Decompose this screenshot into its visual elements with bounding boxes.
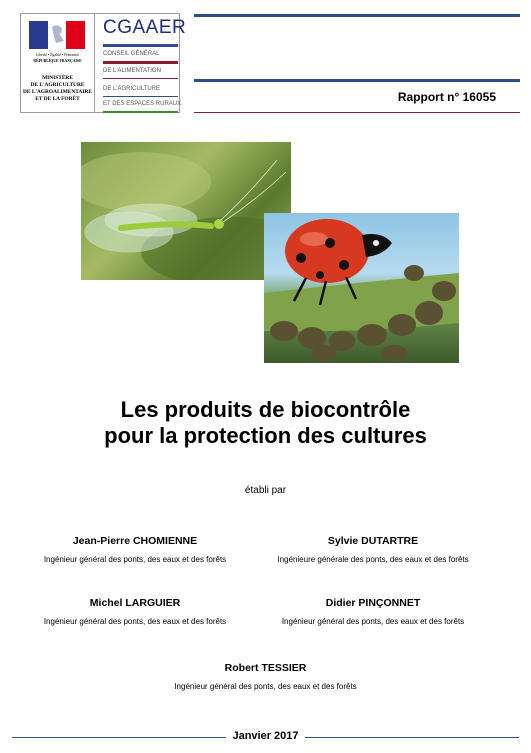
cgaaer-line: DE L'AGRICULTURE bbox=[103, 86, 161, 92]
title-line-1: Les produits de biocontrôle bbox=[120, 397, 411, 422]
author-block bbox=[10, 597, 260, 626]
lacewing-photo bbox=[81, 142, 291, 280]
header-mid-bar bbox=[194, 79, 520, 82]
established-by-label: établi par bbox=[244, 485, 287, 496]
cgaaer-line: CONSEIL GÉNÉRAL bbox=[103, 51, 160, 57]
document-title bbox=[0, 397, 531, 449]
ministry-line: ET DE LA FORÊT bbox=[35, 96, 80, 102]
cgaaer-bar-green bbox=[103, 111, 178, 113]
ladybug-photo bbox=[264, 213, 459, 363]
cgaaer-divider bbox=[103, 96, 178, 97]
author-name: Sylvie DUTARTRE bbox=[327, 535, 419, 547]
author-block bbox=[248, 597, 498, 626]
ministry-line: DE L'AGROALIMENTAIRE bbox=[23, 89, 92, 95]
report-date-text: Janvier 2017 bbox=[226, 730, 304, 742]
cgaaer-divider bbox=[103, 78, 178, 79]
ministry-name bbox=[22, 75, 93, 103]
author-block bbox=[248, 535, 498, 564]
marianne-logo-icon bbox=[29, 21, 85, 49]
republic-logo bbox=[20, 13, 95, 113]
author-role: Ingénieur général des ponts, des eaux et des forêts bbox=[281, 617, 465, 626]
ministry-line: MINISTÈRE bbox=[42, 75, 73, 81]
republic-motto: Liberté • Égalité • Fraternité bbox=[36, 53, 79, 57]
author-name: Michel LARGUIER bbox=[89, 597, 181, 609]
author-role: Ingénieur général des ponts, des eaux et des forêts bbox=[43, 555, 227, 564]
title-line-2: pour la protection des cultures bbox=[104, 423, 427, 448]
author-name: Robert TESSIER bbox=[224, 662, 307, 674]
report-date bbox=[0, 730, 531, 742]
cgaaer-bar-blue bbox=[103, 44, 178, 47]
author-block bbox=[128, 662, 403, 691]
cgaaer-line: ET DES ESPACES RURAUX bbox=[103, 101, 182, 107]
cgaaer-logo-text: CGAAER bbox=[103, 17, 187, 38]
header-bottom-line bbox=[194, 112, 520, 113]
author-role: Ingénieur général des ponts, des eaux et des forêts bbox=[43, 617, 227, 626]
author-role: Ingénieur général des ponts, des eaux et des forêts bbox=[174, 682, 357, 691]
header-top-bar bbox=[194, 14, 520, 17]
republic-name: RÉPUBLIQUE FRANÇAISE bbox=[33, 59, 82, 63]
author-name: Didier PINÇONNET bbox=[325, 597, 421, 609]
cgaaer-bar-red bbox=[103, 61, 178, 64]
author-name: Jean-Pierre CHOMIENNE bbox=[72, 535, 198, 547]
author-block bbox=[10, 535, 260, 564]
cgaaer-line: DE L'ALIMENTATION bbox=[103, 68, 161, 74]
report-number: Rapport n° 16055 bbox=[397, 90, 496, 104]
ministry-line: DE L'AGRICULTURE bbox=[30, 82, 85, 88]
author-role: Ingénieure générale des ponts, des eaux et des forêts bbox=[277, 555, 469, 564]
